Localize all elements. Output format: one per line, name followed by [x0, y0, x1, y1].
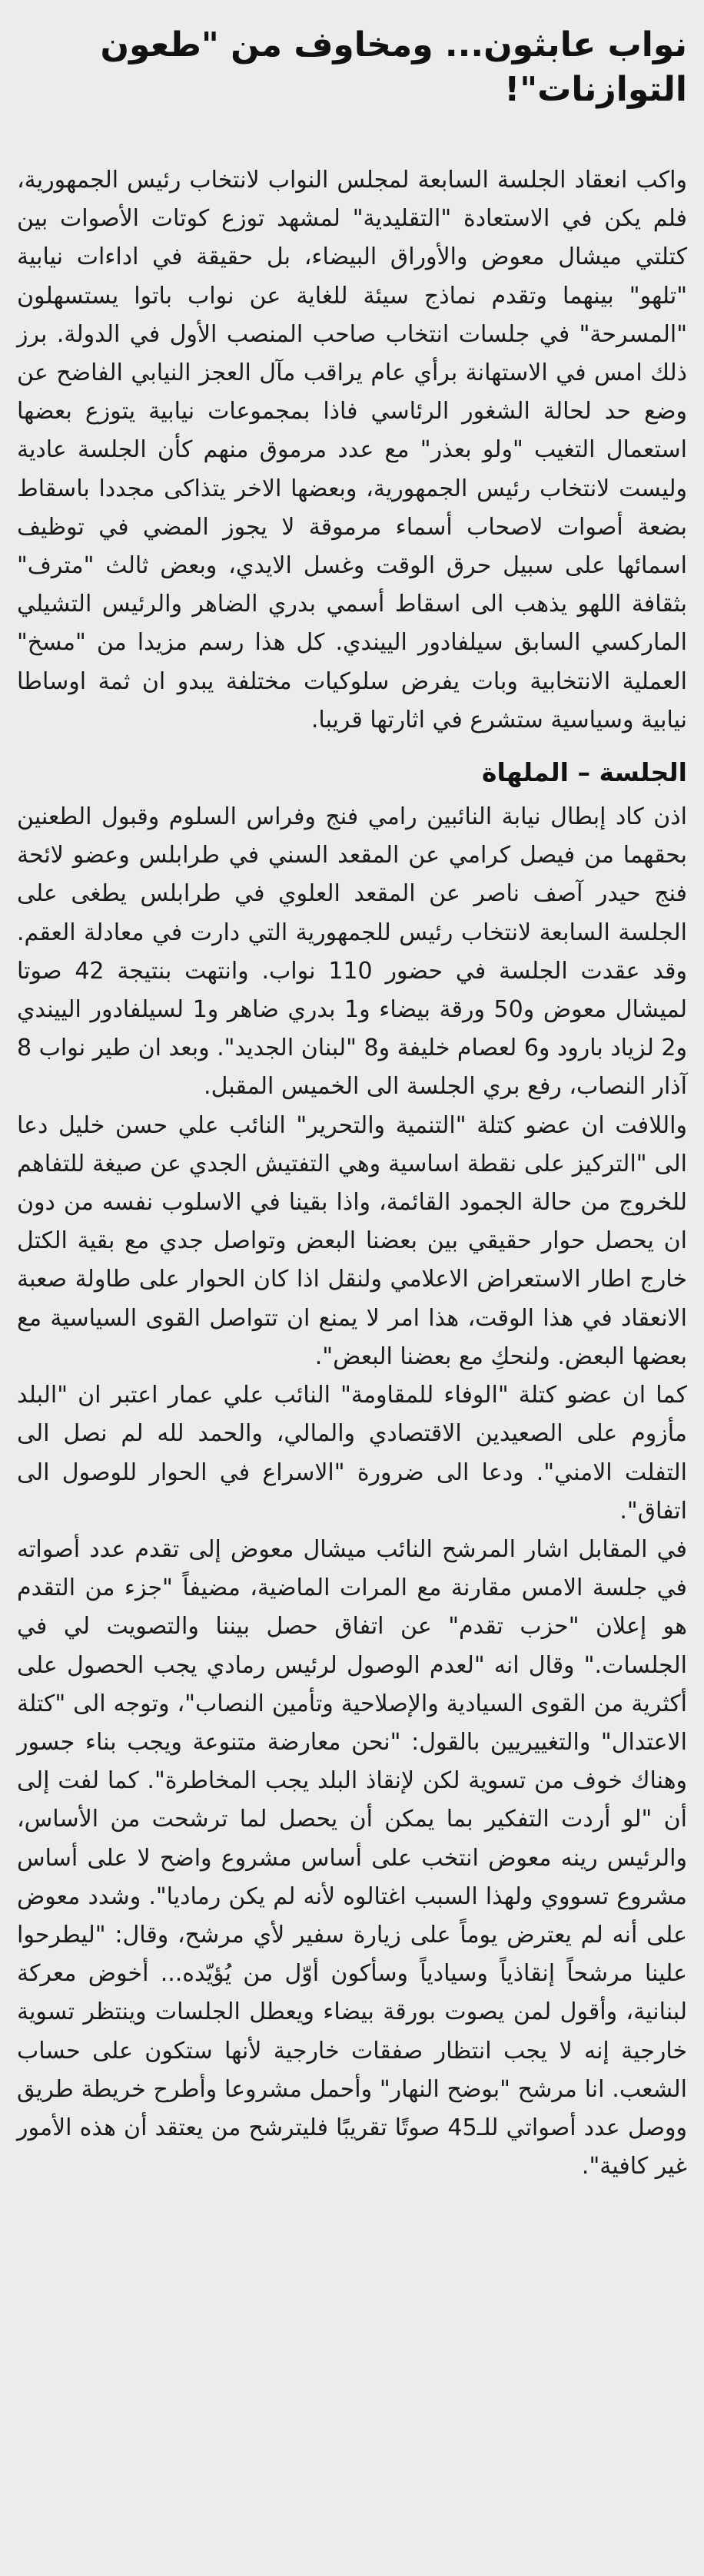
body-paragraph-4: في المقابل اشار المرشح النائب ميشال معوض إلى تقدم عدد أصواته في جلسة الامس مقارنة مع المرات الماضية، مضيفاً "جزء من التقدم هو إعلان "حزب تقدم" عن اتفاق حصل بيننا والتصويت لي في الجلسات." وقال انه "لعدم الوصول لرئيس رمادي يجب الحصول على أكثرية من القوى السيادية والإصلاحية وتأمين النصاب"، وتوجه الى "كتلة الاعتدال" والتغييريين بالقول: "نحن معارضة متنوعة ويجب بناء جسور وهناك خوف من تسوية لكن لإنقاذ البلد يجب المخاطرة". كما لفت إلى أن "لو أردت التفكير بما يمكن أن يحصل لما ترشحت من الأساس، والرئيس رينه معوض انتخب على أساس مشروع واضح لا على أساس مشروع تسووي ولهذا السبب اغتالوه لأنه لم يكن رماديا". وشدد معوض على أنه لم يعترض يوماً على زيارة سفير لأي مرشح، وقال: "ليطرحوا علينا مرشحاً إنقاذياً وسيادياً وسأكون أوّل من يُؤيّده... أخوض معركة لبنانية، وأقول لمن يصوت بورقة بيضاء ويعطل الجلسات وينتظر تسوية خارجية إنه لا يجب انتظار صفقات خارجية لأنها ستكون على حساب الشعب. انا مرشح "بوضح النهار" وأحمل مشروعا وأطرح خريطة طريق ووصل عدد أصواتي للـ45 صوتًا تقريبًا فليترشح من يعتقد أن هذه الأمور غير كافية". — [17, 1535, 687, 2180]
body-paragraph-2: واللافت ان عضو كتلة "التنمية والتحرير" النائب علي حسن خليل دعا الى "التركيز على نقطة اساسية وهي التفتيش الجدي عن صيغة للتفاهم للخروج من حالة الجمود القائمة، واذا بقينا في الاسلوب نفسه من دون ان يحصل حوار حقيقي بين بعضنا البعض وتواصل جدي مع بقية الكتل خارج اطار الاستعراض الاعلامي ولنقل اذا كان الحوار على طاولة صعبة الانعقاد في هذا الوقت، هذا امر لا يمنع ان تتواصل القوى السياسية مع بعضها البعض. ولنحكِ مع بعضنا البعض". — [17, 1111, 687, 1370]
section-title: الجلسة – الملهاة — [482, 757, 687, 788]
body-paragraph-3: كما ان عضو كتلة "الوفاء للمقاومة" النائب علي عمار اعتبر ان "البلد مأزوم على الصعيدين الاقتصادي والمالي، والحمد لله لم نصل الى التفلت الامني". ودعا الى ضرورة "الاسراع في الحوار للوصول الى اتفاق". — [17, 1382, 687, 1525]
article-headline: نواب عابثون... ومخاوف من "طعون التوازنات"! — [100, 25, 687, 109]
body-paragraph-1: اذن كاد إبطال نيابة النائبين رامي فنج وفراس السلوم وقبول الطعنين بحقهما من فيصل كرامي عن المقعد السني في طرابلس وعضو لائحة فنج حيدر آصف ناصر عن المقعد العلوي في طرابلس يطغى على الجلسة السابعة لانتخاب رئيس للجمهورية التي دارت في معادلة العقم. وقد عقدت الجلسة في حضور 110 نواب. وانتهت بنتيجة 42 صوتا لميشال معوض و50 ورقة بيضاء و1 بدري ضاهر و1 لسيلفادور الييندي و2 لزياد بارود و6 لعصام خليفة و8 "لبنان الجديد". وبعد ان طير نواب 8 آذار النصاب، رفع بري الجلسة الى الخميس المقبل. — [17, 803, 688, 1101]
intro-paragraph: واكب انعقاد الجلسة السابعة لمجلس النواب لانتخاب رئيس الجمهورية، فلم يكن في الاستعادة "التقليدية" لمشهد توزع كوتات الأصوات بين كتلتي ميشال معوض والأوراق البيضاء، بل حقيقة في اداءات نيابية "تلهو" بينهما وتقدم نماذج سيئة للغاية عن نواب باتوا يستسهلون "المسرحة" في جلسات انتخاب صاحب المنصب الأول في الدولة. برز ذلك امس في الاستهانة برأي عام يراقب مآل العجز النيابي الفاضح عن وضع حد لحالة الشغور الرئاسي فاذا بمجموعات نيابية يتوزع بعضها استعمال التغيب "ولو بعذر" مع عدد مرموق منهم كأن الجلسة عادية وليست لانتخاب رئيس الجمهورية، وبعضها الاخر يتذاكى مجددا باسقاط بضعة أصوات لاصحاب أسماء مرموقة لا يجوز المضي في توظيف اسمائها على سبيل حرق الوقت وغسل الايدي، وبعض ثالث "مترف" بثقافة اللهو يذهب الى اسقاط أسمي بدري الضاهر والرئيس التشيلي الماركسي السابق سيلفادور الييندي. كل هذا رسم مزيدا من "مسخ" العملية الانتخابية وبات يفرض سلوكيات مختلفة يبدو ان ثمة اوساطا نيابية وسياسية ستشرع في اثارتها قريبا. — [17, 167, 687, 733]
